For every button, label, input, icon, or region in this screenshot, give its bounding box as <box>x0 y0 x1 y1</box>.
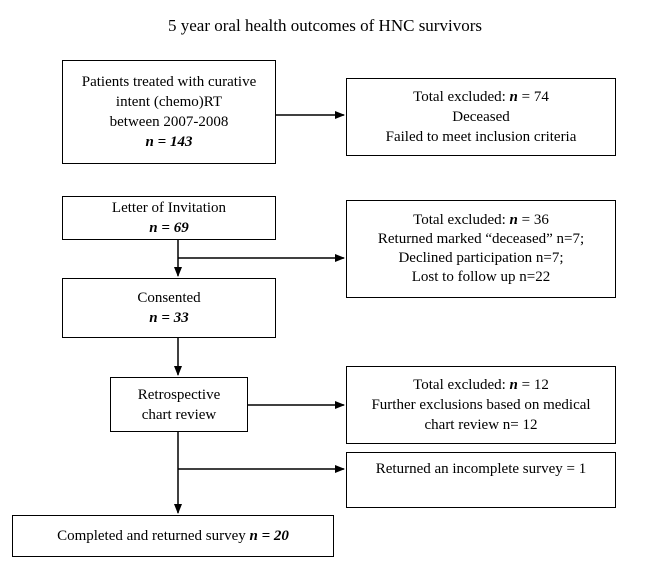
completed-row <box>57 526 289 546</box>
excluded2-n-label: n <box>509 212 518 228</box>
box-excluded-1 <box>346 78 616 156</box>
excluded2-n-value: = 36 <box>521 212 549 228</box>
excluded2-line-returned: Returned marked “deceased” n=7; <box>377 231 585 247</box>
consented-n-row <box>149 308 188 328</box>
completed-n-value: = 20 <box>261 528 289 544</box>
patients-n-value: = 143 <box>157 134 193 150</box>
excluded3-n-value: = 12 <box>521 377 549 393</box>
box-excluded-2 <box>346 200 616 298</box>
completed-prefix: Completed and returned survey <box>57 528 250 544</box>
excluded3-line-1: Further exclusions based on medical <box>371 397 591 413</box>
consented-line: Consented <box>137 290 201 306</box>
excluded1-line-deceased: Deceased <box>452 109 510 125</box>
excluded1-total-row <box>413 87 549 107</box>
invitation-line: Letter of Invitation <box>111 200 227 216</box>
patients-n-row <box>146 132 193 152</box>
patients-line-2: intent (chemo)RT <box>115 94 223 110</box>
diagram-title: 5 year oral health outcomes of HNC survivors <box>168 16 482 35</box>
excluded3-line-2: chart review n= 12 <box>424 417 538 433</box>
box-completed-survey <box>12 515 334 557</box>
patients-line-1: Patients treated with curative <box>81 74 257 90</box>
patients-n-label: n <box>145 134 154 150</box>
box-incomplete-survey <box>346 452 616 508</box>
consented-n-value: = 33 <box>161 310 189 326</box>
completed-n-label: n <box>249 528 258 544</box>
excluded3-n-label: n <box>509 377 518 393</box>
excluded3-total-prefix: Total excluded: <box>413 377 510 393</box>
excluded1-n-label: n <box>509 89 518 105</box>
excluded2-total-prefix: Total excluded: <box>413 212 510 228</box>
excluded2-line-declined: Declined participation n=7; <box>398 250 564 266</box>
consented-n-label: n <box>149 310 158 326</box>
invitation-n-row <box>149 218 188 238</box>
incomplete-line: Returned an incomplete survey = 1 <box>375 461 587 477</box>
excluded1-n-value: = 74 <box>521 89 549 105</box>
excluded1-total-prefix: Total excluded: <box>413 89 510 105</box>
invitation-n-label: n <box>149 220 158 236</box>
invitation-n-value: = 69 <box>161 220 189 236</box>
excluded3-total-row <box>413 375 549 395</box>
box-letter-of-invitation <box>62 196 276 240</box>
excluded2-line-lost: Lost to follow up n=22 <box>411 269 551 285</box>
excluded1-line-criteria: Failed to meet inclusion criteria <box>385 129 577 145</box>
excluded2-total-row <box>413 211 549 230</box>
chart-review-line-1: Retrospective <box>137 386 221 403</box>
box-consented <box>62 278 276 338</box>
box-patients-treated <box>62 60 276 164</box>
box-retrospective-chart-review <box>110 377 248 432</box>
box-excluded-3 <box>346 366 616 444</box>
patients-line-3: between 2007-2008 <box>109 114 229 130</box>
chart-review-line-2: chart review <box>141 406 217 423</box>
